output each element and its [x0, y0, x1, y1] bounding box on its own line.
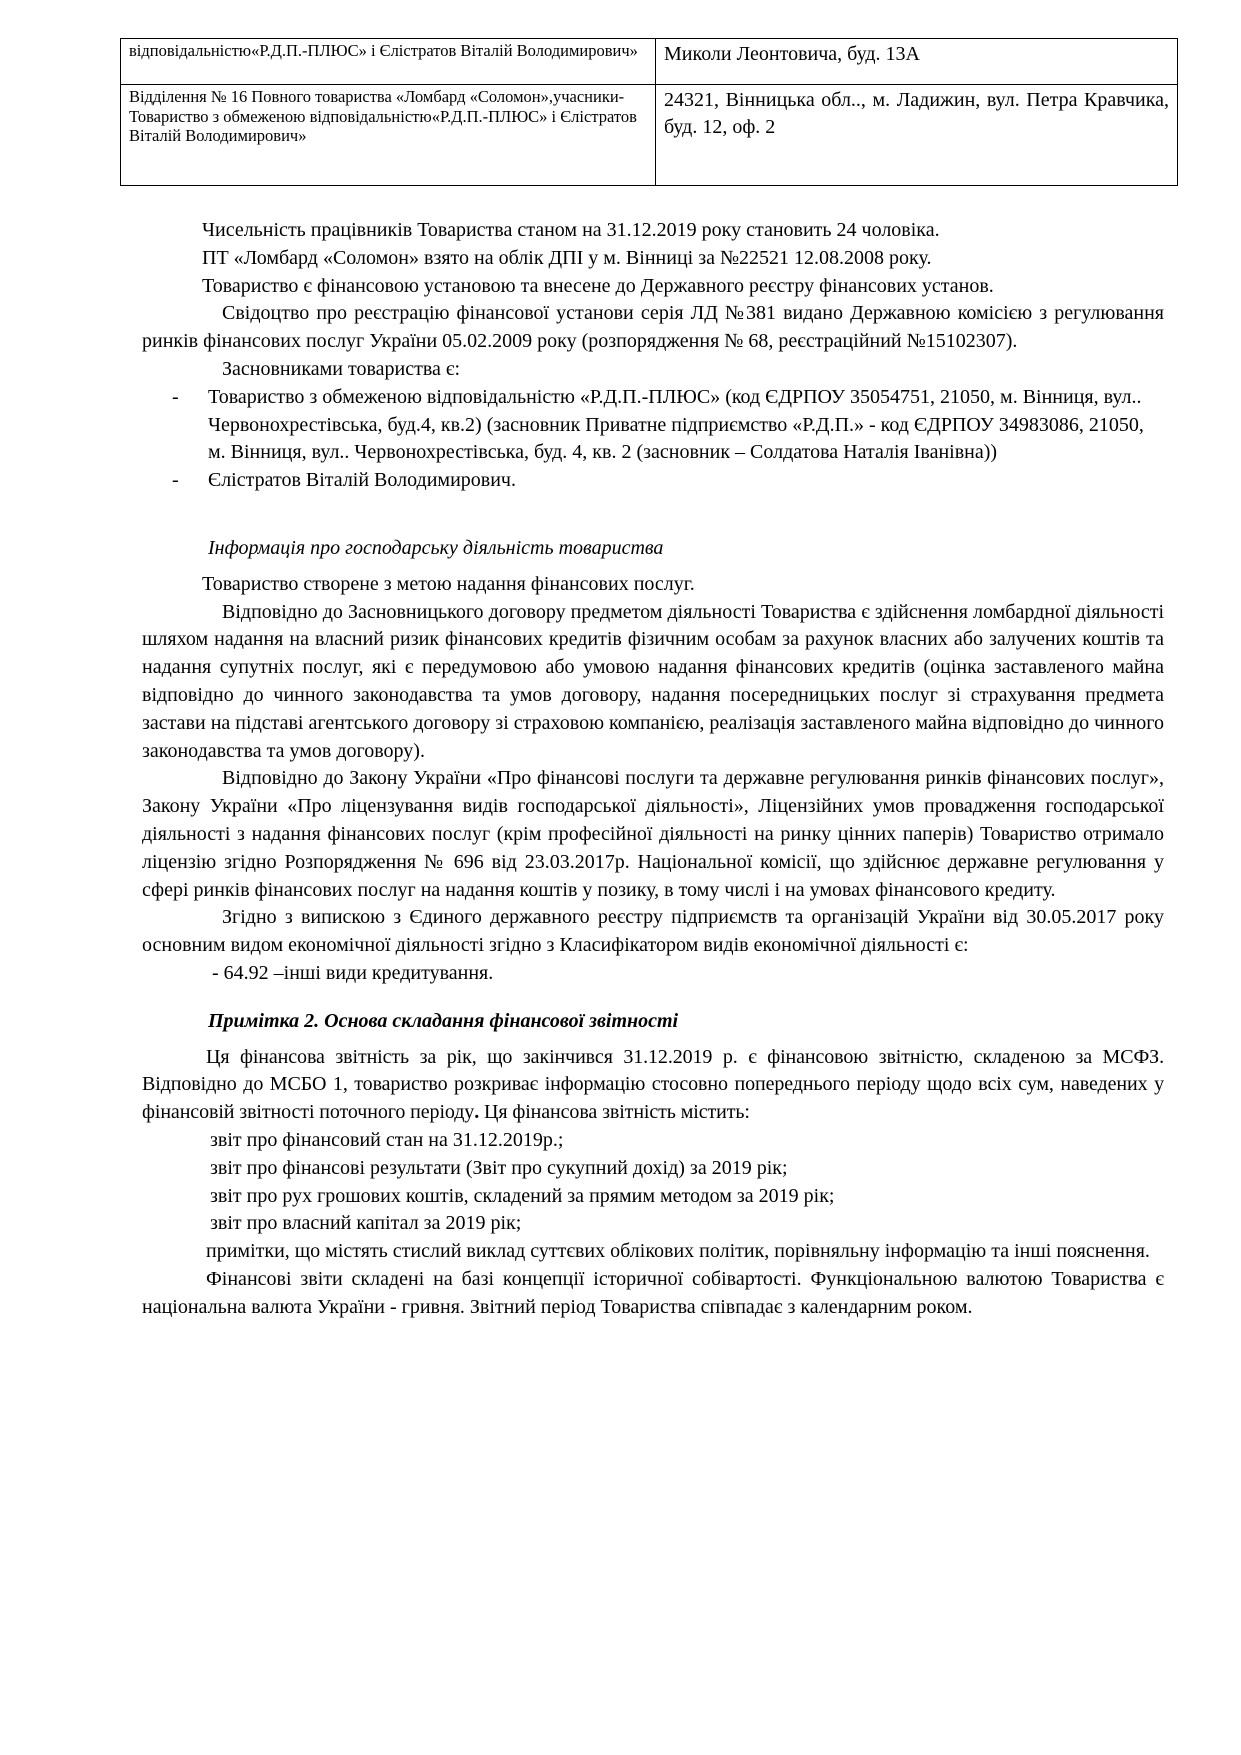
branch-address-cell: 24321, Вінницька обл.., м. Ладижин, вул. Петра Кравчика, буд. 12, оф. 2 [656, 85, 1178, 186]
document-body [142, 217, 1164, 1321]
certificate-paragraph: Свідоцтво про реєстрацію фінансової установи серія ЛД №381 видано Державною комісією з регулювання ринків фінансових послуг України 05.02.2009 року (розпорядження № 68, реєстраційний №15102307). [142, 302, 1164, 353]
note2-intro-text: Ця фінансова звітність за рік, що закінчився 31.12.2019 р. є фінансовою звітністю, складеною за МСФЗ. Відповідно до МСБО 1, товариство розкриває інформацію стосовно попереднього періоду щодо всіх сум, наведених у фінансовій звітності поточного періоду [142, 1045, 1164, 1124]
list-item: - Товариство з обмеженою відповідальністю «Р.Д.П.-ПЛЮС» (код ЄДРПОУ 35054751, 21050, м. Вінниця, вул.. Червонохрестівська, буд.4, кв.2) (засновник Приватне підприємство «Р.Д.П.» - код ЄДРПОУ 34983086, 21050, м. Вінниця, вул.. Червонохрестівська, буд. 4, кв. 2 (засновник – Солдатова Наталія Іванівна)) [142, 384, 1164, 467]
branch-name-cell: відповідальністю«Р.Д.П.-ПЛЮС» і Єлістратов Віталій Володимирович» [121, 39, 656, 85]
list-item: - Єлістратов Віталій Володимирович. [142, 467, 1164, 495]
activity-subject-paragraph: Відповідно до Засновницького договору предметом діяльності Товариства є здійснення ломбардної діяльності шляхом надання на власний ризик фінансових кредитів фізичним особам за рахунок власних або залучених коштів та надання супутніх послуг, які є передумовою або умовою надання фінансових кредитів (оцінка заставленого майна відповідно до чинного законодавства та умов договору, надання посередницьких послуг зі страхування предмета застави на підставі агентського договору зі страховою компанією, реалізація заставленого майна відповідно до чинного законодавства та умов договору). [142, 600, 1164, 762]
statement-item: звіт про фінансовий стан на 31.12.2019р.; [210, 1128, 564, 1151]
note2-heading: Примітка 2. Основа складання фінансової звітності [208, 1009, 679, 1032]
branch-address-cell: Миколи Леонтовича, буд. 13А [656, 39, 1178, 85]
statement-item: примітки, що містять стислий виклад суттєвих облікових політик, порівняльну інформацію та інші пояснення. [206, 1240, 1150, 1263]
note2-intro-text-b: Ця фінансова звітність містить: [479, 1101, 750, 1124]
register-extract-paragraph: Згідно з випискою з Єдиного державного реєстру підприємств та організацій України від 30.05.2017 року основним видом економічної діяльності згідно з Класифікатором видів економічної діяльності є: [142, 906, 1164, 957]
branch-name-cell: Відділення № 16 Повного товариства «Ломбард «Соломон»,учасники-Товариство з обмеженою відповідальністю«Р.Д.П.-ПЛЮС» і Єлістратов Віталій Володимирович» [121, 85, 656, 186]
founders-intro: Засновниками товариства є: [222, 357, 461, 380]
kved-line: - 64.92 –інші види кредитування. [212, 961, 494, 984]
employees-paragraph: Чисельність працівників Товариства станом на 31.12.2019 року становить 24 чоловіка. [202, 219, 940, 241]
statement-item: звіт про власний капітал за 2019 рік; [210, 1212, 522, 1235]
tax-registration-paragraph: ПТ «Ломбард «Соломон» взято на облік ДПІ у м. Вінниці за №22521 12.08.2008 року. [202, 246, 932, 269]
license-paragraph: Відповідно до Закону України «Про фінансові послуги та державне регулювання ринків фінансових послуг», Закону України «Про ліцензування видів господарської діяльності», Ліцензійних умов провадження господарської діяльності з надання фінансових послуг (крім професійної діяльності на ринку цінних паперів) Товариство отримало ліцензію згідно Розпорядження № 696 від 23.03.2017р. Національної комісії, що здійснює державне регулювання у сфері ринків фінансових послуг на надання коштів у позику, в тому числі і на умовах фінансового кредиту. [142, 767, 1164, 901]
activity-heading: Інформація про господарську діяльність товариства [208, 536, 664, 559]
statement-item: звіт про рух грошових коштів, складений за прямим методом за 2019 рік; [210, 1184, 835, 1207]
note2-intro-paragraph [142, 1044, 1164, 1127]
note2-intro-dot: . [474, 1101, 480, 1124]
founders-list [142, 384, 1164, 495]
financial-institution-paragraph: Товариство є фінансовою установою та внесене до Державного реєстру фінансових установ. [202, 274, 994, 297]
statement-item: звіт про фінансові результати (Звіт про сукупний дохід) за 2019 рік; [210, 1156, 788, 1179]
branches-table [120, 38, 1178, 186]
table-row [121, 39, 1178, 85]
table-row [121, 85, 1178, 186]
basis-paragraph: Фінансові звіти складені на базі концепції історичної собівартості. Функціональною валютою Товариства є національна валюта України - гривня. Звітний період Товариства співпадає з календарним роком. [142, 1267, 1164, 1318]
purpose-paragraph: Товариство створене з метою надання фінансових послуг. [202, 572, 695, 595]
